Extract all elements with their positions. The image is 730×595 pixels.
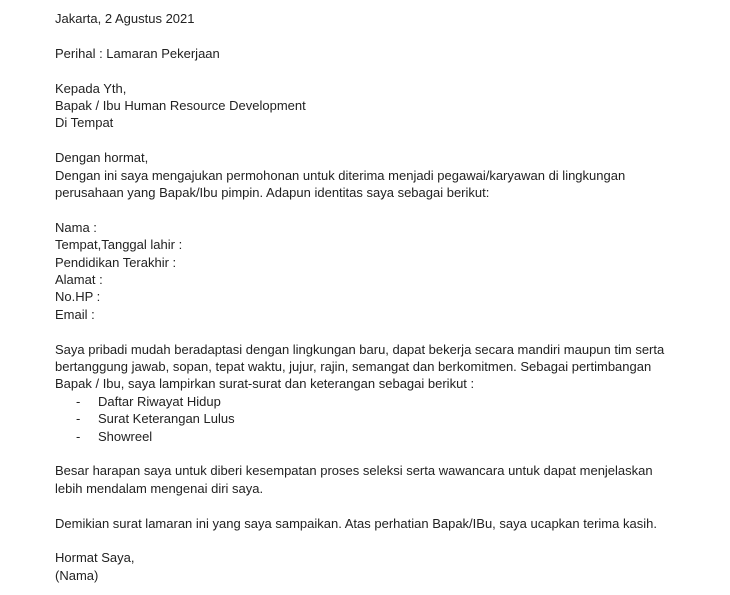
spacer — [55, 62, 715, 79]
body-line: bertanggung jawab, sopan, tepat waktu, jujur, rajin, semangat dan berkomitmen. Sebagai pertimbangan — [55, 359, 652, 375]
identity-email-label: Email : — [55, 306, 95, 322]
identity-address-label: Alamat : — [55, 272, 103, 288]
recipient-name: Bapak / Ibu Human Resource Development — [55, 98, 306, 113]
list-item — [55, 410, 715, 427]
intro-line: Dengan ini saya mengajukan permohonan untuk diterima menjadi pegawai/karyawan di lingkungan — [55, 167, 626, 183]
intro-line: perusahaan yang Bapak/Ibu pimpin. Adapun identitas saya sebagai berikut: — [55, 185, 490, 201]
hope-paragraph — [55, 462, 715, 497]
list-item — [55, 393, 715, 410]
bullet-dash: - — [76, 393, 81, 409]
identity-list — [55, 219, 715, 323]
spacer — [55, 132, 715, 149]
bullet-dash: - — [76, 428, 81, 444]
greeting: Dengan hormat, — [55, 150, 149, 166]
signoff-regards: Hormat Saya, — [55, 550, 135, 566]
closing-paragraph: Demikian surat lamaran ini yang saya sampaikan. Atas perhatian Bapak/IBu, saya ucapkan terima kasih. — [55, 515, 657, 531]
body-line: Bapak / Ibu, saya lampirkan surat-surat dan keterangan sebagai berikut : — [55, 376, 475, 392]
list-item — [55, 428, 715, 445]
recipient-block — [55, 80, 715, 132]
intro-paragraph — [55, 167, 715, 202]
spacer — [55, 445, 715, 462]
attachment-item-text: Showreel — [98, 428, 153, 444]
spacer — [55, 27, 715, 44]
hope-line: lebih mendalam mengenai diri saya. — [55, 480, 264, 496]
bullet-dash: - — [76, 411, 81, 427]
attachment-list — [55, 393, 715, 445]
attachment-item-text: Surat Keterangan Lulus — [98, 411, 235, 427]
identity-education-label: Pendidikan Terakhir : — [55, 254, 177, 270]
spacer — [55, 497, 715, 514]
recipient-salutation: Kepada Yth, — [55, 80, 127, 96]
spacer — [55, 201, 715, 218]
spacer — [55, 532, 715, 549]
attachment-item-text: Daftar Riwayat Hidup — [98, 393, 221, 409]
spacer — [55, 323, 715, 340]
subject-line: Perihal : Lamaran Pekerjaan — [55, 45, 220, 61]
signoff-name-placeholder: (Nama) — [55, 567, 99, 583]
body-paragraph — [55, 341, 715, 393]
identity-phone-label: No.HP : — [55, 289, 101, 305]
recipient-location: Di Tempat — [55, 115, 114, 131]
identity-birth-label: Tempat,Tanggal lahir : — [55, 237, 183, 253]
place-date: Jakarta, 2 Agustus 2021 — [55, 11, 195, 26]
signoff-block — [55, 549, 715, 584]
hope-line: Besar harapan saya untuk diberi kesempatan proses seleksi serta wawancara untuk dapat menjelaskan — [55, 463, 653, 479]
body-line: Saya pribadi mudah beradaptasi dengan lingkungan baru, dapat bekerja secara mandiri maupun tim serta — [55, 341, 665, 357]
letter-document — [55, 10, 715, 584]
identity-name-label: Nama : — [55, 219, 97, 235]
